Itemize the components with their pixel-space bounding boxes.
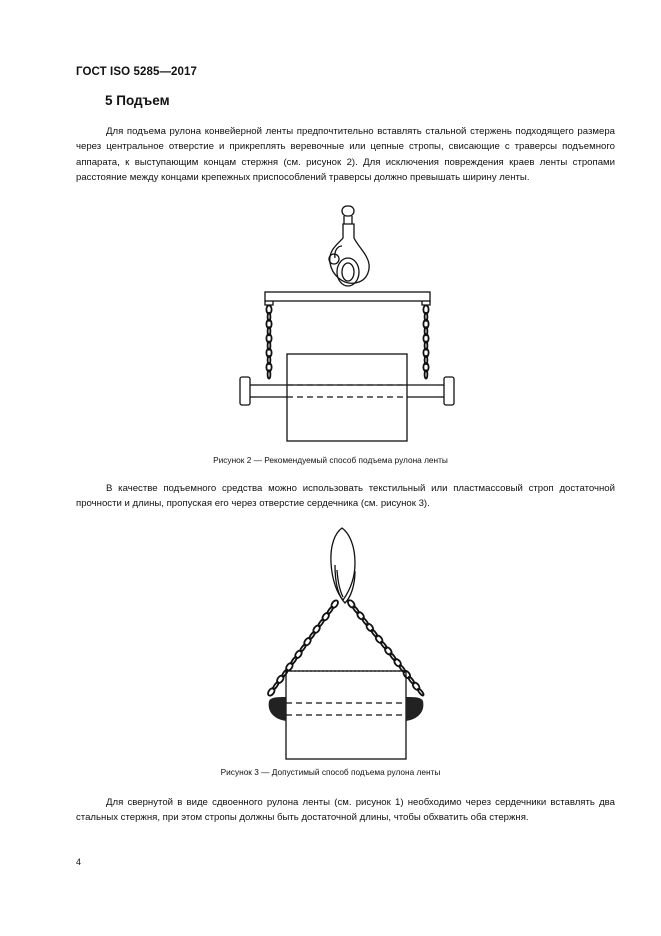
paragraph-2-text: В качестве подъемного средства можно использовать текстильный или пластмассовый строп достаточной прочности и длины, пропуская его через отверстие сердечника (см. рисунок 3). bbox=[76, 483, 615, 510]
bar-end-right bbox=[444, 377, 454, 405]
hook-swivel bbox=[342, 206, 354, 216]
bar-end-left bbox=[240, 377, 250, 405]
section-title: 5 Подъем bbox=[105, 93, 170, 108]
paragraph-1 bbox=[76, 124, 615, 185]
figure-2-drawing bbox=[230, 200, 460, 445]
paragraph-2 bbox=[76, 481, 615, 512]
chain-sling-fig3-right bbox=[347, 599, 425, 696]
lifting-hook bbox=[331, 528, 355, 600]
chain-sling-right bbox=[423, 305, 428, 378]
figure-3-caption: Рисунок 3 — Допустимый способ подъема рулона ленты bbox=[220, 767, 441, 777]
paragraph-3 bbox=[76, 795, 615, 826]
sling-wrap-right bbox=[406, 697, 423, 721]
chain-sling-left bbox=[266, 305, 271, 378]
paragraph-3-text: Для свернутой в виде сдвоенного рулона ленты (см. рисунок 1) необходимо через сердечники вставлять два стальных стержня, при этом стропы должны быть достаточной длины, чтобы обхватить оба стержня. bbox=[76, 797, 615, 824]
shackle-ring bbox=[337, 258, 359, 286]
paragraph-1-text: Для подъема рулона конвейерной ленты предпочтительно вставлять стальной стержень подходящего размера через центральное отверстие и прикреплять веревочные или цепные стропы, свисающие с траверсы подъемного аппарата, к выступающим концам стержня (см. рисунок 2). Для исключения повреждения краев ленты стропами расстояние между концами крепежных приспособлений траверсы должно превышать ширину ленты. bbox=[76, 126, 615, 183]
chain-link bbox=[417, 688, 424, 696]
spreader-beam bbox=[265, 292, 430, 301]
chain-sling-fig3-left bbox=[267, 599, 340, 697]
figure-2-caption: Рисунок 2 — Рекомендуемый способ подъема рулона ленты bbox=[213, 455, 448, 465]
sling-wrap-left bbox=[269, 697, 286, 721]
figure-3-drawing bbox=[255, 525, 435, 765]
document-code: ГОСТ ISO 5285—2017 bbox=[76, 66, 198, 78]
page-number: 4 bbox=[76, 857, 82, 867]
chain-link bbox=[267, 687, 276, 697]
